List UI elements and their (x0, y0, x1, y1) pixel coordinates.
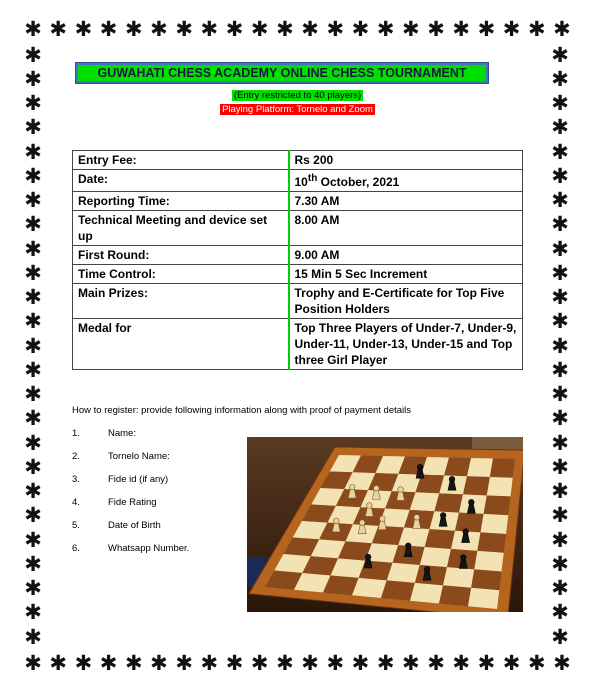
detail-key: Reporting Time: (73, 192, 289, 211)
asterisk-star-icon: ✱ (527, 650, 546, 675)
asterisk-star-icon: ✱ (24, 212, 42, 237)
asterisk-star-icon: ✱ (200, 650, 219, 675)
board-square (481, 514, 509, 534)
platform-note-text: Playing Platform: Tornelo and Zoom (222, 104, 373, 115)
asterisk-star-icon: ✱ (24, 430, 42, 455)
board-square (443, 567, 474, 588)
list-item (72, 428, 189, 451)
asterisk-star-icon: ✱ (24, 163, 42, 188)
entry-note (0, 90, 595, 101)
asterisk-star-icon: ✱ (427, 16, 445, 41)
asterisk-star-icon: ✱ (376, 16, 395, 41)
asterisk-star-icon: ✱ (527, 16, 546, 41)
board-square (471, 569, 501, 590)
detail-key: Date: (73, 170, 289, 192)
asterisk-star-icon: ✱ (124, 16, 143, 41)
asterisk-star-icon: ✱ (24, 357, 42, 382)
detail-value: 8.00 AM (289, 211, 523, 246)
board-square (425, 529, 455, 549)
asterisk-star-icon: ✱ (477, 16, 496, 41)
asterisk-star-icon: ✱ (250, 16, 269, 41)
list-item (72, 497, 189, 520)
step-label: Whatsapp Number. (108, 543, 190, 554)
table-row (73, 284, 523, 319)
asterisk-star-icon: ✱ (250, 650, 269, 675)
board-square (468, 588, 499, 609)
detail-value: 9.00 AM (289, 246, 523, 265)
asterisk-star-icon: ✱ (99, 650, 118, 675)
asterisk-star-icon: ✱ (24, 382, 42, 406)
asterisk-star-icon: ✱ (551, 66, 569, 91)
asterisk-star-icon: ✱ (402, 650, 420, 675)
asterisk-star-icon: ✱ (276, 650, 294, 675)
table-row (73, 192, 523, 211)
asterisk-star-icon: ✱ (551, 551, 569, 576)
date-rest: October, 2021 (317, 175, 400, 189)
table-row (73, 265, 523, 284)
asterisk-star-icon: ✱ (551, 115, 569, 140)
asterisk-star-icon: ✱ (225, 650, 244, 675)
asterisk-star-icon: ✱ (351, 650, 370, 675)
asterisk-star-icon: ✱ (276, 16, 294, 41)
asterisk-star-icon: ✱ (200, 16, 219, 41)
entry-note-text: (Entry restricted to 40 players) (233, 90, 362, 101)
asterisk-star-icon: ✱ (502, 650, 521, 675)
board-square (455, 513, 484, 533)
asterisk-star-icon: ✱ (551, 406, 569, 431)
asterisk-star-icon: ✱ (553, 650, 571, 675)
asterisk-star-icon: ✱ (477, 650, 496, 675)
asterisk-star-icon: ✱ (150, 650, 168, 675)
asterisk-star-icon: ✱ (24, 503, 42, 528)
board-square (439, 585, 471, 606)
step-number: 6. (72, 543, 80, 554)
asterisk-star-icon: ✱ (301, 16, 319, 41)
asterisk-star-icon: ✱ (551, 357, 569, 382)
detail-key: Technical Meeting and device set up (73, 211, 289, 246)
step-number: 5. (72, 520, 80, 531)
detail-key: First Round: (73, 246, 289, 265)
step-label: Date of Birth (108, 520, 161, 531)
board-square (490, 459, 515, 478)
asterisk-star-icon: ✱ (24, 309, 42, 334)
board-square (415, 565, 447, 585)
asterisk-star-icon: ✱ (24, 139, 42, 164)
asterisk-star-icon: ✱ (24, 115, 42, 140)
asterisk-star-icon: ✱ (326, 16, 345, 41)
asterisk-star-icon: ✱ (551, 212, 569, 237)
asterisk-star-icon: ✱ (452, 16, 470, 41)
board-square (463, 476, 490, 495)
board-square (420, 547, 451, 567)
border-bottom (0, 652, 595, 676)
chess-board-illustration (247, 437, 523, 612)
asterisk-star-icon: ✱ (551, 333, 569, 358)
asterisk-star-icon: ✱ (502, 16, 521, 41)
asterisk-star-icon: ✱ (402, 16, 420, 41)
asterisk-star-icon: ✱ (74, 16, 93, 41)
asterisk-star-icon: ✱ (24, 551, 42, 576)
asterisk-star-icon: ✱ (551, 454, 569, 479)
table-row (73, 170, 523, 192)
asterisk-star-icon: ✱ (551, 163, 569, 188)
asterisk-star-icon: ✱ (551, 42, 569, 67)
step-label: Fide id (if any) (108, 474, 169, 485)
detail-value: 7.30 AM (289, 192, 523, 211)
asterisk-star-icon: ✱ (49, 16, 67, 41)
step-number: 1. (72, 428, 80, 439)
asterisk-star-icon: ✱ (24, 91, 42, 115)
asterisk-star-icon: ✱ (24, 406, 42, 431)
table-row (73, 246, 523, 265)
border-left (22, 40, 46, 652)
asterisk-star-icon: ✱ (24, 454, 42, 479)
asterisk-star-icon: ✱ (24, 188, 42, 212)
asterisk-star-icon: ✱ (376, 650, 395, 675)
asterisk-star-icon: ✱ (551, 600, 569, 625)
detail-value: Trophy and E-Certificate for Top Five Position Holders (289, 284, 523, 319)
asterisk-star-icon: ✱ (551, 236, 569, 261)
step-number: 2. (72, 451, 80, 462)
board-square (484, 495, 511, 515)
asterisk-star-icon: ✱ (551, 309, 569, 334)
step-label: Tornelo Name: (108, 451, 170, 462)
details-table (72, 150, 523, 370)
asterisk-star-icon: ✱ (74, 650, 93, 675)
step-label: Name: (108, 428, 136, 439)
asterisk-star-icon: ✱ (99, 16, 118, 41)
asterisk-star-icon: ✱ (24, 285, 42, 309)
detail-value: Top Three Players of Under-7, Under-9, Under-11, Under-13, Under-15 and Top three Girl Player (289, 319, 523, 370)
asterisk-star-icon: ✱ (551, 576, 569, 600)
asterisk-star-icon: ✱ (24, 260, 42, 285)
asterisk-star-icon: ✱ (553, 16, 571, 41)
asterisk-star-icon: ✱ (49, 650, 67, 675)
detail-value: Rs 200 (289, 151, 523, 170)
table-row (73, 319, 523, 370)
asterisk-star-icon: ✱ (24, 479, 42, 503)
asterisk-star-icon: ✱ (427, 650, 445, 675)
step-label: Fide Rating (108, 497, 157, 508)
asterisk-star-icon: ✱ (551, 260, 569, 285)
border-right (549, 40, 573, 652)
step-number: 3. (72, 474, 80, 485)
list-item (72, 543, 189, 566)
registration-steps (72, 428, 189, 566)
board-square (467, 458, 493, 477)
asterisk-star-icon: ✱ (551, 527, 569, 552)
asterisk-star-icon: ✱ (551, 479, 569, 503)
board-square (477, 532, 506, 552)
asterisk-star-icon: ✱ (24, 42, 42, 67)
board-square (487, 477, 513, 497)
asterisk-star-icon: ✱ (551, 285, 569, 309)
how-to-register: How to register: provide following information along with proof of payment details (72, 405, 412, 416)
asterisk-star-icon: ✱ (24, 576, 42, 600)
step-number: 4. (72, 497, 80, 508)
table-row (73, 211, 523, 246)
asterisk-star-icon: ✱ (24, 650, 42, 675)
asterisk-star-icon: ✱ (225, 16, 244, 41)
board-square (387, 563, 420, 583)
detail-key: Main Prizes: (73, 284, 289, 319)
list-item (72, 451, 189, 474)
board-square (434, 493, 463, 512)
detail-value (289, 170, 523, 192)
asterisk-star-icon: ✱ (551, 430, 569, 455)
asterisk-star-icon: ✱ (24, 236, 42, 261)
platform-note (0, 104, 595, 115)
asterisk-star-icon: ✱ (551, 624, 569, 649)
asterisk-star-icon: ✱ (326, 650, 345, 675)
detail-key: Entry Fee: (73, 151, 289, 170)
title-banner (75, 62, 489, 84)
detail-key: Time Control: (73, 265, 289, 284)
date-day: 10 (294, 175, 308, 189)
list-item (72, 474, 189, 497)
asterisk-star-icon: ✱ (24, 66, 42, 91)
chess-board-photo (247, 437, 523, 612)
asterisk-star-icon: ✱ (551, 139, 569, 164)
detail-key: Medal for (73, 319, 289, 370)
asterisk-star-icon: ✱ (452, 650, 470, 675)
asterisk-star-icon: ✱ (551, 91, 569, 115)
list-item (72, 520, 189, 543)
asterisk-star-icon: ✱ (551, 503, 569, 528)
asterisk-star-icon: ✱ (551, 188, 569, 212)
table-row (73, 151, 523, 170)
detail-value: 15 Min 5 Sec Increment (289, 265, 523, 284)
asterisk-star-icon: ✱ (24, 600, 42, 625)
board-square (410, 583, 443, 604)
border-top (0, 18, 595, 42)
board-square (381, 580, 415, 600)
asterisk-star-icon: ✱ (175, 650, 193, 675)
asterisk-star-icon: ✱ (175, 16, 193, 41)
asterisk-star-icon: ✱ (24, 16, 42, 41)
asterisk-star-icon: ✱ (301, 650, 319, 675)
asterisk-star-icon: ✱ (24, 527, 42, 552)
asterisk-star-icon: ✱ (24, 624, 42, 649)
page-title: GUWAHATI CHESS ACADEMY ONLINE CHESS TOURNAMENT (78, 65, 486, 81)
asterisk-star-icon: ✱ (351, 16, 370, 41)
asterisk-star-icon: ✱ (24, 333, 42, 358)
board-square (474, 551, 504, 572)
asterisk-star-icon: ✱ (124, 650, 143, 675)
asterisk-star-icon: ✱ (150, 16, 168, 41)
date-suffix: th (307, 173, 318, 184)
asterisk-star-icon: ✱ (551, 382, 569, 406)
